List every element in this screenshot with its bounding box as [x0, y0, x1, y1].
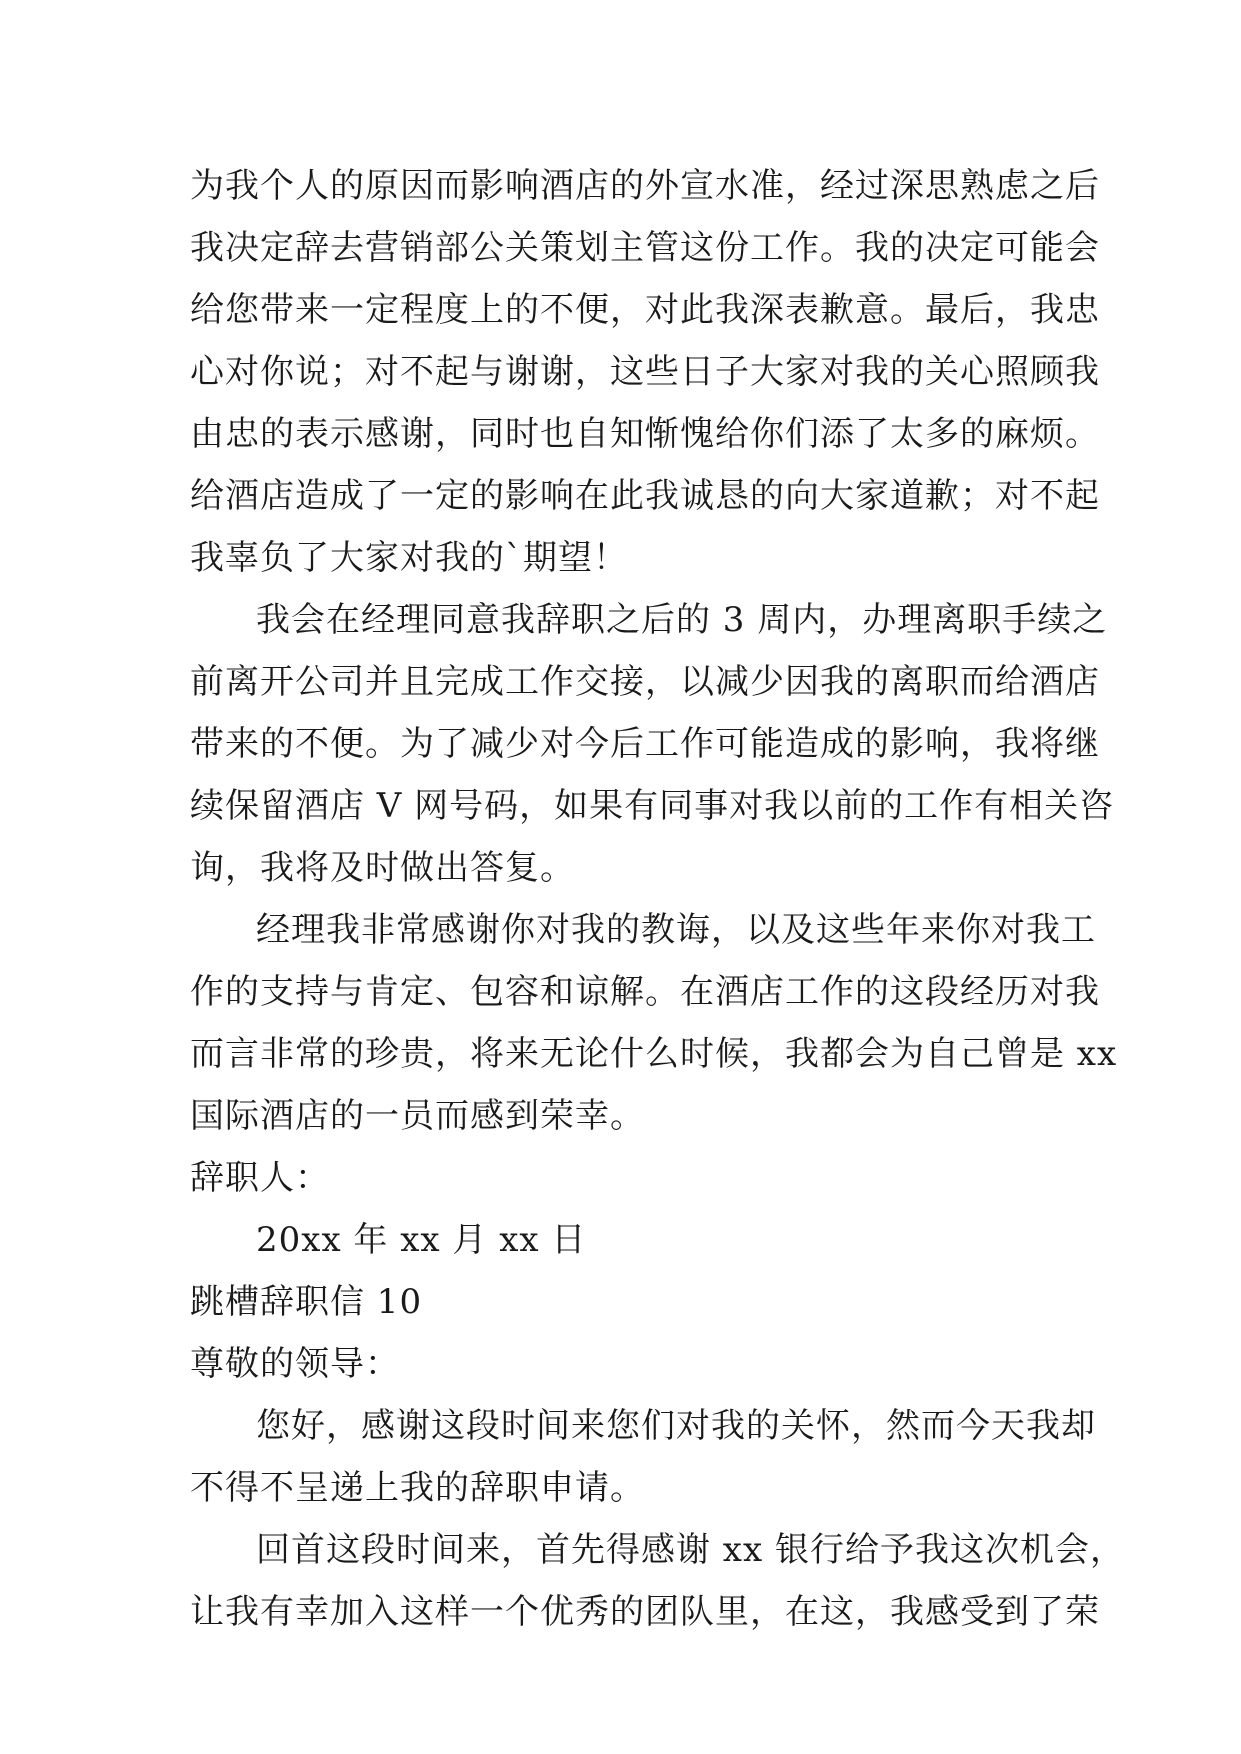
text-line: 前离开公司并且完成工作交接，以减少因我的离职而给酒店 — [190, 662, 1100, 702]
text-line: 我会在经理同意我辞职之后的 3 周内，办理离职手续之 — [256, 600, 1108, 640]
paragraph-1 — [190, 155, 1100, 589]
text-line: 国际酒店的一员而感到荣幸。 — [190, 1096, 645, 1136]
text-line: 不得不呈递上我的辞职申请。 — [190, 1468, 645, 1508]
paragraph-2 — [190, 589, 1115, 899]
letter-title: 跳槽辞职信 10 — [190, 1282, 423, 1322]
text-line: 经理我非常感谢你对我的教诲，以及这些年来你对我工 — [256, 910, 1096, 950]
text-line: 给您带来一定程度上的不便，对此我深表歉意。最后，我忠 — [190, 290, 1100, 330]
text-line: 而言非常的珍贵，将来无论什么时候，我都会为自己曾是 xx — [190, 1034, 1118, 1074]
text-line: 回首这段时间来，首先得感谢 xx 银行给予我这次机会， — [256, 1530, 1125, 1570]
text-line: 为我个人的原因而影响酒店的外宣水准，经过深思熟虑之后 — [190, 166, 1100, 206]
text-line: 让我有幸加入这样一个优秀的团队里，在这，我感受到了荣 — [190, 1592, 1100, 1632]
signature-label: 辞职人： — [190, 1158, 330, 1198]
text-line: 我辜负了大家对我的`期望！ — [190, 538, 628, 578]
text-line: 我决定辞去营销部公关策划主管这份工作。我的决定可能会 — [190, 228, 1100, 268]
paragraph-greeting — [190, 1395, 1096, 1519]
salutation: 尊敬的领导： — [190, 1344, 400, 1384]
document-page — [190, 155, 1125, 1643]
text-line: 由忠的表示感谢，同时也自知惭愧给你们添了太多的麻烦。 — [190, 414, 1100, 454]
text-line: 给酒店造成了一定的影响在此我诚恳的向大家道歉；对不起 — [190, 476, 1100, 516]
text-line: 续保留酒店 V 网号码，如果有同事对我以前的工作有相关咨 — [190, 786, 1115, 826]
paragraph-3 — [190, 899, 1118, 1147]
text-line: 作的支持与肯定、包容和谅解。在酒店工作的这段经历对我 — [190, 972, 1100, 1012]
text-line: 带来的不便。为了减少对今后工作可能造成的影响，我将继 — [190, 724, 1100, 764]
text-line: 心对你说；对不起与谢谢，这些日子大家对我的关心照顾我 — [190, 352, 1100, 392]
text-line: 您好，感谢这段时间来您们对我的关怀，然而今天我却 — [256, 1406, 1096, 1446]
text-line: 询，我将及时做出答复。 — [190, 848, 575, 888]
paragraph-review — [190, 1519, 1125, 1643]
signature-date: 20xx 年 xx 月 xx 日 — [256, 1220, 587, 1260]
